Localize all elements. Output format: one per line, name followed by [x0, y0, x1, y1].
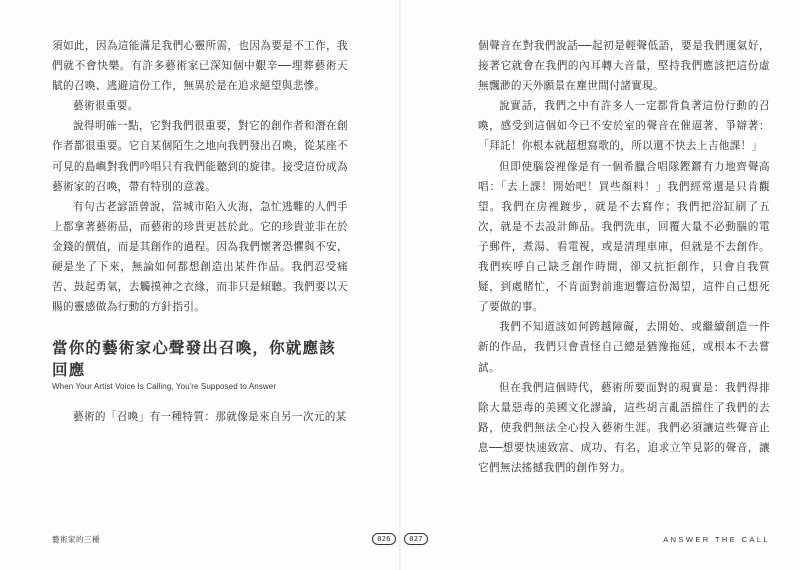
- right-running-footer: ANSWER THE CALL: [663, 535, 770, 544]
- page-numbers: [372, 533, 428, 545]
- right-page-number: 027: [404, 533, 428, 545]
- right-paragraph-1: 個聲音在對我們說話──起初是輕聲低語，要是我們運氣好，接著它就會在我們的內耳轉大音量，堅持我們應該把這份虛無飄渺的天外願景在塵世間付諸實現。: [478, 40, 770, 93]
- left-paragraph-2: 藝術很重要。: [73, 100, 139, 113]
- left-page-number: 026: [372, 533, 396, 545]
- left-running-footer: 藝術家的三種: [52, 535, 100, 544]
- right-paragraph-2: 說實話，我們之中有許多人一定都背負著這份行動的召喚，感受到這個如今已不安於室的聲音在催逼著、爭辯著：「拜託！你根本就超想寫歌的，所以還不快去上吉他課！」: [478, 100, 770, 153]
- left-paragraph-1: 須如此，因為這能滿足我們心靈所需，也因為要是不工作，我們就不會快樂。有許多藝術家已深知個中艱辛──埋葬藝術天賦的召喚、逃避這份工作，無異於是在追求絕望與悲慘。: [52, 40, 348, 93]
- right-paragraph-3: 但即使腦袋裡像是有一個希臘合唱隊鏗鏘有力地齊聲高唱：「去上課！開始吧！買些顏料！」我們經常還是只肯觀望。我們在房裡踱步，就是不去寫作；我們把浴缸刷了五次，就是不去設計飾品。我們洗車，回覆大量不必動腦的電子郵件，煮湯、看電視，或是清理車庫，但就是不去創作。我們疾呼自己缺乏創作時間，卻又抗拒創作，只會自我質疑，到處賭忙，不肯面對前進迴響這份渴望，這件自己想死了要做的事。: [478, 160, 770, 314]
- right-page: [400, 0, 800, 570]
- left-paragraph-4: 有句古老諺語曾說，當城市陷入火海，急忙逃難的人們手上都拿著藝術品，而藝術的珍貴更甚於此。它的珍貴並非在於金錢的價值，而是其創作的過程。因為我們懷著恐懼與不安，硬是坐了下來，無論如何都想創造出某件作品。我們忍受痛苦、鼓起勇氣，去觸摸神之衣緣，而非只是傾聽。我們要以天賜的靈感做為行動的方針指引。: [52, 200, 348, 314]
- left-text-column: [52, 36, 348, 427]
- right-paragraph-4: 我們不知道該如何跨越障礙，去開始、或繼續創造一件新的作品，我們只會責怪自己總是猶豫拖延，或根本不去嘗試。: [478, 321, 770, 374]
- left-paragraph-3: 說得明確一點，它對我們很重要，對它的創作者和潛在創作者都很重要。它自某個陌生之地向我們發出召喚，從某座不可見的島嶼對我們吟唱只有我們能聽到的旋律。接受這份成為藝術家的召喚，帶有特別的意義。: [52, 120, 348, 193]
- section-paragraph: 藝術的「召喚」有一種特質：那就像是來自另一次元的某: [73, 411, 347, 424]
- right-text-column: [478, 36, 770, 478]
- right-paragraph-5: 但在我們這個時代，藝術所要面對的現實是：我們得排除大量惡毒的美國文化謬論，這些胡言亂語擋住了我們的去路，使我們無法全心投入藝術生涯。我們必須讓這些聲音止息──想要快速致富、成功、有名，追求立竿見影的聲音，讓它們無法搖撼我們的創作努力。: [478, 381, 770, 474]
- section-heading: 當你的藝術家心聲發出召喚，你就應該回應: [52, 338, 336, 380]
- section-spacer: [52, 317, 348, 335]
- section-subheading: When Your Artist Voice Is Calling, You're Supposed to Answer: [52, 382, 277, 392]
